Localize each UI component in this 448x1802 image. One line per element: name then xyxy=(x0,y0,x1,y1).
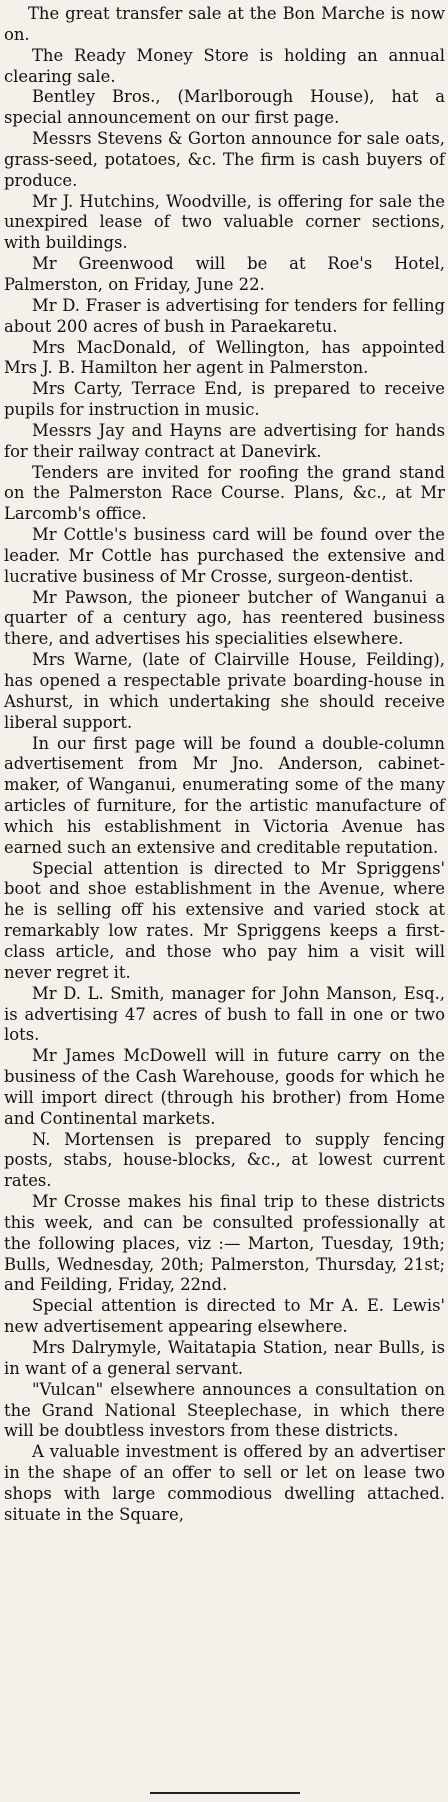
paragraph: Mr Crosse makes his final trip to these districts this week, and can be consulted professionally at the following places, viz :— Marton, Tuesday, 19th; Bulls, Wednesday, 20th; Palmerston, Thursday, 21st; and Feilding, Friday, 22nd. xyxy=(4,1192,445,1295)
paragraph: Mr J. Hutchins, Woodville, is offering for sale the unexpired lease of two valuable corner sections, with buildings. xyxy=(4,191,445,253)
paragraph: Mr James McDowell will in future carry on the business of the Cash Warehouse, goods for which he will import direct (through his brother) from Home and Continental markets. xyxy=(4,1046,445,1128)
paragraph: Mr Pawson, the pioneer butcher of Wanganui a quarter of a century ago, has reentered business there, and advertises his specialities elsewhere. xyxy=(4,587,445,649)
paragraph: N. Mortensen is prepared to supply fencing posts, stabs, house-blocks, &c., at lowest current rates. xyxy=(4,1129,445,1191)
paragraph: Mrs Carty, Terrace End, is prepared to receive pupils for instruction in music. xyxy=(4,379,445,420)
paragraph: Messrs Jay and Hayns are advertising for hands for their railway contract at Danevirk. xyxy=(4,420,445,461)
paragraph: Mrs MacDonald, of Wellington, has appointed Mrs J. B. Hamilton her agent in Palmerston. xyxy=(4,337,445,378)
paragraph: Mrs Dalrymyle, Waitatapia Station, near Bulls, is in want of a general servant. xyxy=(4,1338,445,1378)
paragraph: The great transfer sale at the Bon Marche is now on. xyxy=(4,4,445,44)
column-end-rule xyxy=(150,1792,300,1794)
news-column xyxy=(0,4,448,1526)
paragraph: Special attention is directed to Mr A. E. Lewis' new advertisement appearing elsewhere. xyxy=(4,1296,445,1337)
paragraph: Mr Cottle's business card will be found over the leader. Mr Cottle has purchased the extensive and lucrative business of Mr Crosse, surgeon-dentist. xyxy=(4,525,445,586)
paragraph: Mr Greenwood will be at Roe's Hotel, Palmerston, on Friday, June 22. xyxy=(4,254,445,294)
paragraph: A valuable investment is offered by an advertiser in the shape of an offer to sell or let on lease two shops with large commodious dwelling attached. situate in the Square, xyxy=(4,1442,445,1524)
paragraph: The Ready Money Store is holding an annual clearing sale. xyxy=(4,45,445,86)
paragraph: Tenders are invited for roofing the grand stand on the Palmerston Race Course. Plans, &c., at Mr Larcomb's office. xyxy=(4,462,445,524)
paragraph: Special attention is directed to Mr Spriggens' boot and shoe establishment in the Avenue, where he is selling off his extensive and varied stock at remarkably low rates. Mr Spriggens keeps a first-class article, and those who pay him a visit will never regret it. xyxy=(4,858,445,982)
paragraph: Messrs Stevens & Gorton announce for sale oats, grass-seed, potatoes, &c. The firm is cash buyers of produce. xyxy=(4,129,445,190)
paragraph: "Vulcan" elsewhere announces a consultation on the Grand National Steeplechase, in which there will be doubtless investors from these districts. xyxy=(4,1379,445,1441)
paragraph: Mr D. L. Smith, manager for John Manson, Esq., is advertising 47 acres of bush to fall in one or two lots. xyxy=(4,983,445,1045)
paragraph: In our first page will be found a double-column advertisement from Mr Jno. Anderson, cabinet-maker, of Wanganui, enumerating some of the many articles of furniture, for the artistic manufacture of which his establishment in Victoria Avenue has earned such an extensive and creditable reputation. xyxy=(4,733,445,857)
paragraph: Bentley Bros., (Marlborough House), hat a special announcement on our first page. xyxy=(4,87,445,128)
paragraph: Mrs Warne, (late of Clairville House, Feilding), has opened a respectable private boarding-house in Ashurst, in which undertaking she should receive liberal support. xyxy=(4,650,445,732)
paragraph: Mr D. Fraser is advertising for tenders for felling about 200 acres of bush in Paraekaretu. xyxy=(4,295,445,336)
